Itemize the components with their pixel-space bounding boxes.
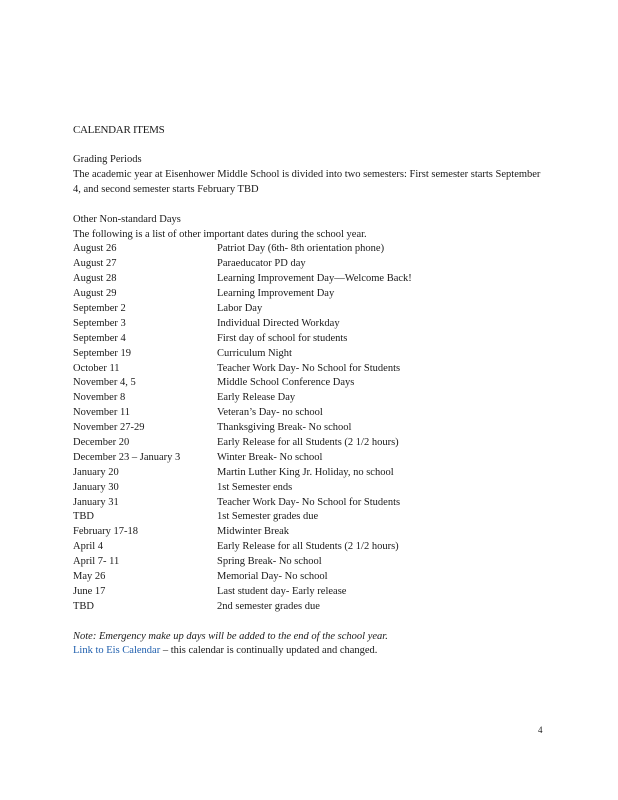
date-cell: September 19 <box>73 347 132 359</box>
date-row <box>73 376 543 391</box>
date-cell: August 28 <box>73 273 117 285</box>
date-row <box>73 481 543 496</box>
date-row <box>73 406 543 421</box>
date-cell: August 27 <box>73 258 117 270</box>
event-cell: Memorial Day- No school <box>217 571 328 583</box>
date-row <box>73 525 543 540</box>
event-cell: Early Release Day <box>217 392 296 404</box>
date-row <box>73 496 543 511</box>
date-cell: TBD <box>73 600 94 612</box>
date-row <box>73 287 543 302</box>
date-row <box>73 272 543 287</box>
event-cell: Learning Improvement Day—Welcome Back! <box>217 273 412 285</box>
event-cell: Midwinter Break <box>217 526 290 538</box>
date-cell: May 26 <box>73 571 106 583</box>
date-cell: April 7- 11 <box>73 556 120 568</box>
calendar-link-suffix: – this calendar is continually updated and changed. <box>160 645 378 657</box>
date-row <box>73 317 543 332</box>
date-cell: June 17 <box>73 585 106 597</box>
date-cell: November 11 <box>73 407 131 419</box>
other-days-intro: The following is a list of other important dates during the school year. <box>73 228 367 240</box>
date-cell: November 4, 5 <box>73 377 136 389</box>
date-cell: TBD <box>73 511 94 523</box>
section-spacer <box>73 198 543 213</box>
eis-calendar-link[interactable]: Link to Eis Calendar <box>73 645 161 657</box>
date-cell: January 30 <box>73 481 119 493</box>
event-cell: Curriculum Night <box>217 347 292 359</box>
date-row <box>73 391 543 406</box>
date-row <box>73 570 543 585</box>
date-cell: April 4 <box>73 541 104 553</box>
date-cell: September 4 <box>73 332 126 344</box>
date-row <box>73 302 543 317</box>
section-spacer <box>73 615 543 630</box>
event-cell: 2nd semester grades due <box>217 600 320 612</box>
event-cell: 1st Semester ends <box>217 481 293 493</box>
event-cell: Individual Directed Workday <box>217 317 340 329</box>
date-row <box>73 436 543 451</box>
date-cell: September 3 <box>73 317 126 329</box>
event-cell: Early Release for all Students (2 1/2 hours) <box>217 541 399 553</box>
event-cell: Winter Break- No school <box>217 451 323 463</box>
date-row <box>73 421 543 436</box>
page-heading: CALENDAR ITEMS <box>73 124 165 136</box>
date-row <box>73 466 543 481</box>
event-cell: Last student day- Early release <box>217 585 347 597</box>
date-row <box>73 347 543 362</box>
date-cell: December 20 <box>73 437 130 448</box>
date-cell: August 26 <box>73 243 117 255</box>
date-cell: November 8 <box>73 392 126 404</box>
date-row <box>73 242 543 257</box>
date-row <box>73 257 543 272</box>
date-cell: December 23 – January 3 <box>73 451 181 463</box>
event-cell: Early Release for all Students (2 1/2 hours) <box>217 437 399 448</box>
event-cell: Veteran’s Day- no school <box>217 407 323 419</box>
calendar-link-line <box>73 644 543 659</box>
date-cell: January 31 <box>73 496 119 508</box>
event-cell: Paraeducator PD day <box>217 258 306 270</box>
event-cell: Labor Day <box>217 302 263 314</box>
event-cell: Middle School Conference Days <box>217 377 355 389</box>
date-row <box>73 540 543 555</box>
date-cell: November 27-29 <box>73 422 145 434</box>
event-cell: Spring Break- No school <box>217 556 322 568</box>
date-cell: February 17-18 <box>73 526 139 538</box>
event-cell: 1st Semester grades due <box>217 511 319 523</box>
grading-periods-text: The academic year at Eisenhower Middle School is divided into two semesters: First semester starts September 4, and second semester starts February TBD <box>73 168 541 195</box>
date-row <box>73 555 543 570</box>
date-row <box>73 332 543 347</box>
date-row <box>73 362 543 377</box>
date-row <box>73 585 543 600</box>
page-number: 4 <box>538 725 543 735</box>
page-content <box>73 123 543 659</box>
emergency-note: Note: Emergency make up days will be added to the end of the school year. <box>73 630 388 642</box>
date-row <box>73 600 543 615</box>
event-cell: Patriot Day (6th- 8th orientation phone) <box>217 243 385 255</box>
event-cell: Martin Luther King Jr. Holiday, no school <box>217 466 394 478</box>
event-cell: Teacher Work Day- No School for Students <box>217 362 401 374</box>
date-cell: January 20 <box>73 466 119 478</box>
event-cell: Teacher Work Day- No School for Students <box>217 496 401 508</box>
other-days-title: Other Non-standard Days <box>73 213 181 225</box>
event-cell: Thanksgiving Break- No school <box>217 422 352 434</box>
date-row <box>73 451 543 466</box>
date-cell: October 11 <box>73 362 120 374</box>
event-cell: Learning Improvement Day <box>217 288 335 300</box>
date-row <box>73 510 543 525</box>
date-cell: September 2 <box>73 302 126 314</box>
date-cell: August 29 <box>73 288 117 300</box>
grading-periods-title: Grading Periods <box>73 154 142 165</box>
dates-list <box>73 242 543 614</box>
event-cell: First day of school for students <box>217 332 348 344</box>
